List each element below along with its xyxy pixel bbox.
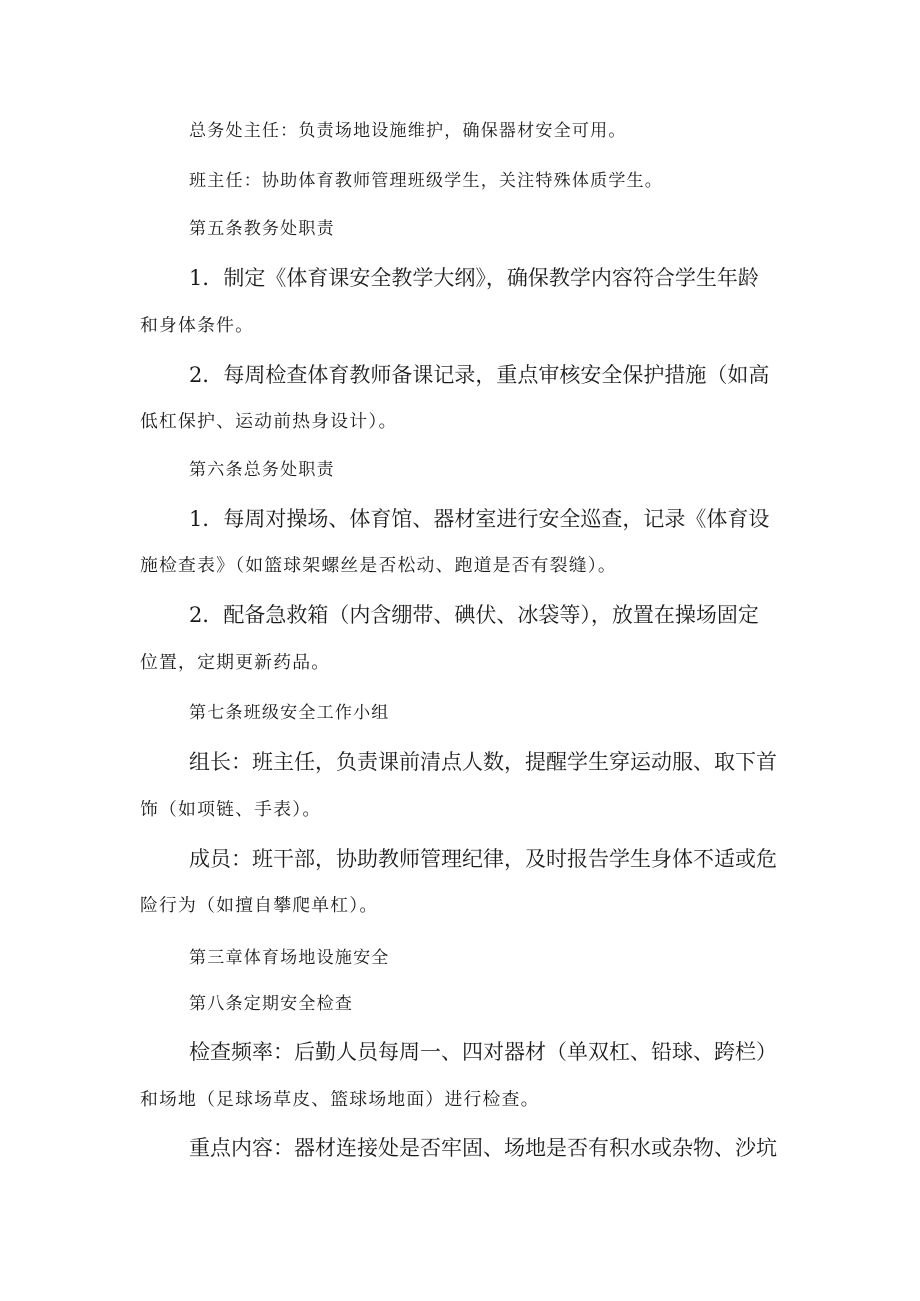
paragraph-line: 位置，定期更新药品。 xyxy=(140,652,331,673)
section-heading: 第七条班级安全工作小组 xyxy=(189,703,390,723)
chapter-heading: 第三章体育场地设施安全 xyxy=(189,948,390,968)
paragraph-line: 施检查表》（如篮球架螺丝是否松动、跑道是否有裂缝）。 xyxy=(140,555,617,576)
section-heading: 第八条定期安全检查 xyxy=(189,994,354,1014)
paragraph-line: 检查频率：后勤人员每周一、四对器材（单双杠、铅球、跨栏） xyxy=(189,1040,777,1064)
paragraph-line: 饰（如项链、手表）。 xyxy=(140,799,322,820)
paragraph-line: 组长：班主任，负责课前清点人数，提醒学生穿运动服、取下首 xyxy=(189,750,777,774)
section-heading: 第五条教务处职责 xyxy=(189,219,335,239)
section-heading: 第六条总务处职责 xyxy=(189,460,335,480)
paragraph-line: 低杠保护、运动前热身设计）。 xyxy=(140,411,398,432)
paragraph-line: 总务处主任：负责场地设施维护，确保器材安全可用。 xyxy=(189,121,627,141)
paragraph-line: 1．制定《体育课安全教学大纲》，确保教学内容符合学生年龄 xyxy=(189,266,759,290)
paragraph-line: 成员：班干部，协助教师管理纪律，及时报告学生身体不适或危 xyxy=(189,847,777,871)
paragraph-line: 1．每周对操场、体育馆、器材室进行安全巡查，记录《体育设 xyxy=(189,507,770,531)
paragraph-line: 重点内容：器材连接处是否牢固、场地是否有积水或杂物、沙坑 xyxy=(189,1136,777,1160)
paragraph-line: 2．配备急救箱（内含绷带、碘伏、冰袋等），放置在操场固定 xyxy=(189,603,759,627)
paragraph-line: 和场地（足球场草皮、篮球场地面）进行检查。 xyxy=(140,1089,540,1110)
paragraph-line: 和身体条件。 xyxy=(140,315,255,336)
paragraph-line: 险行为（如擅自攀爬单杠）。 xyxy=(140,895,379,916)
paragraph-line: 2．每周检查体育教师备课记录，重点审核安全保护措施（如高 xyxy=(189,363,770,387)
paragraph-line: 班主任：协助体育教师管理班级学生，关注特殊体质学生。 xyxy=(189,171,664,191)
